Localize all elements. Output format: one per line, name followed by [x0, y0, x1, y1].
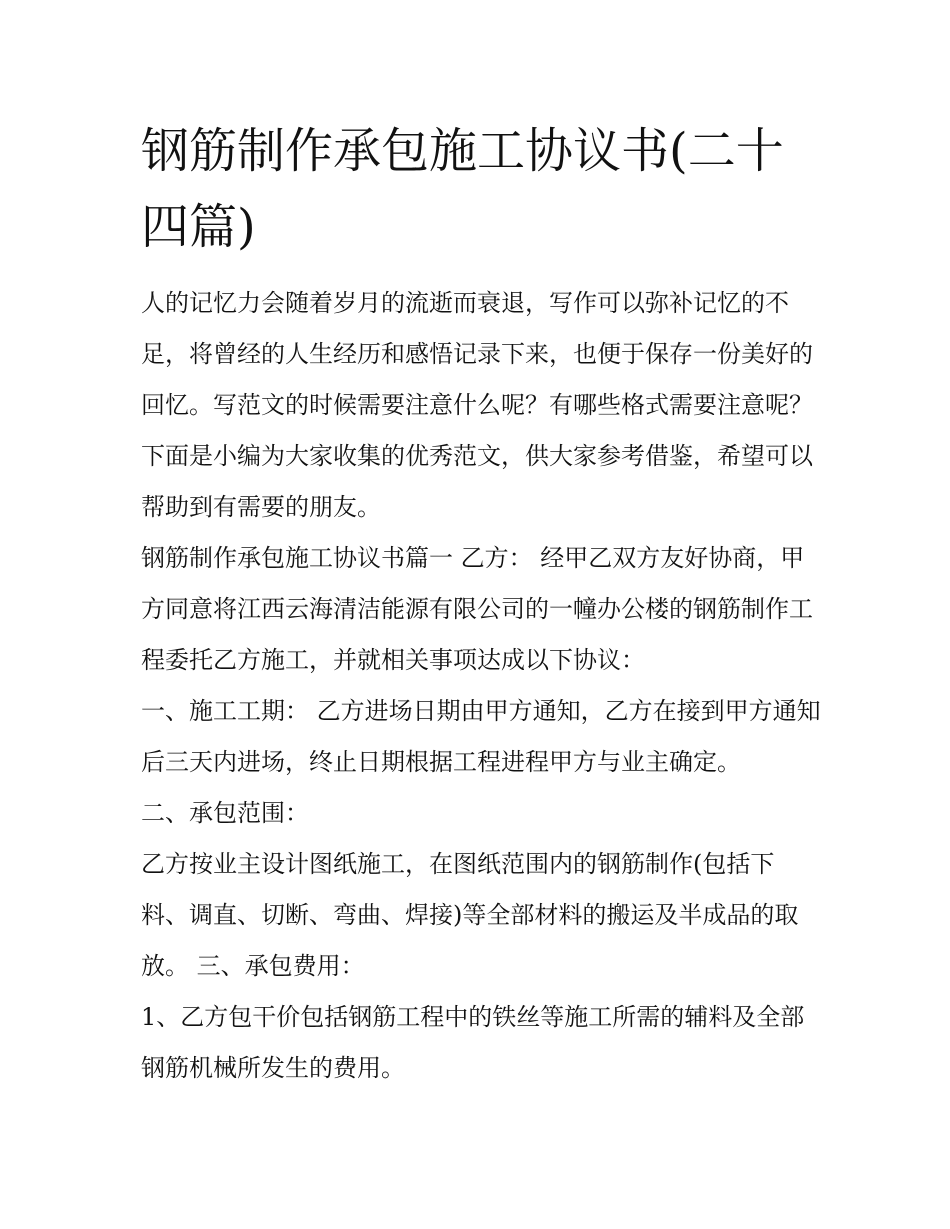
paragraph-scope-heading: 二、承包范围： — [141, 799, 309, 827]
document-body — [141, 278, 821, 1094]
paragraph-intro: 人的记忆力会随着岁月的流逝而衰退，写作可以弥补记忆的不足，将曾经的人生经历和感悟记录下来，也便于保存一份美好的回忆。写范文的时候需要注意什么呢？有哪些格式需要注意呢？下面是小编为大家收集的优秀范文，供大家参考借鉴，希望可以帮助到有需要的朋友。 — [141, 289, 813, 521]
paragraph-article-one: 钢筋制作承包施工协议书篇一 乙方： 经甲乙双方友好协商，甲方同意将江西云海清洁能源有限公司的一幢办公楼的钢筋制作工程委托乙方施工，并就相关事项达成以下协议： — [141, 544, 813, 674]
paragraph-scope-detail: 乙方按业主设计图纸施工，在图纸范围内的钢筋制作(包括下料、调直、切断、弯曲、焊接)等全部材料的搬运及半成品的取放。 三、承包费用： — [141, 850, 799, 980]
paragraph-fee-item-1: 1、乙方包干价包括钢筋工程中的铁丝等施工所需的辅料及全部钢筋机械所发生的费用。 — [141, 1003, 805, 1082]
document-title: 钢筋制作承包施工协议书(二十四篇) — [141, 123, 784, 255]
paragraph-construction-period: 一、施工工期： 乙方进场日期由甲方通知，乙方在接到甲方通知后三天内进场，终止日期根据工程进程甲方与业主确定。 — [141, 697, 821, 776]
